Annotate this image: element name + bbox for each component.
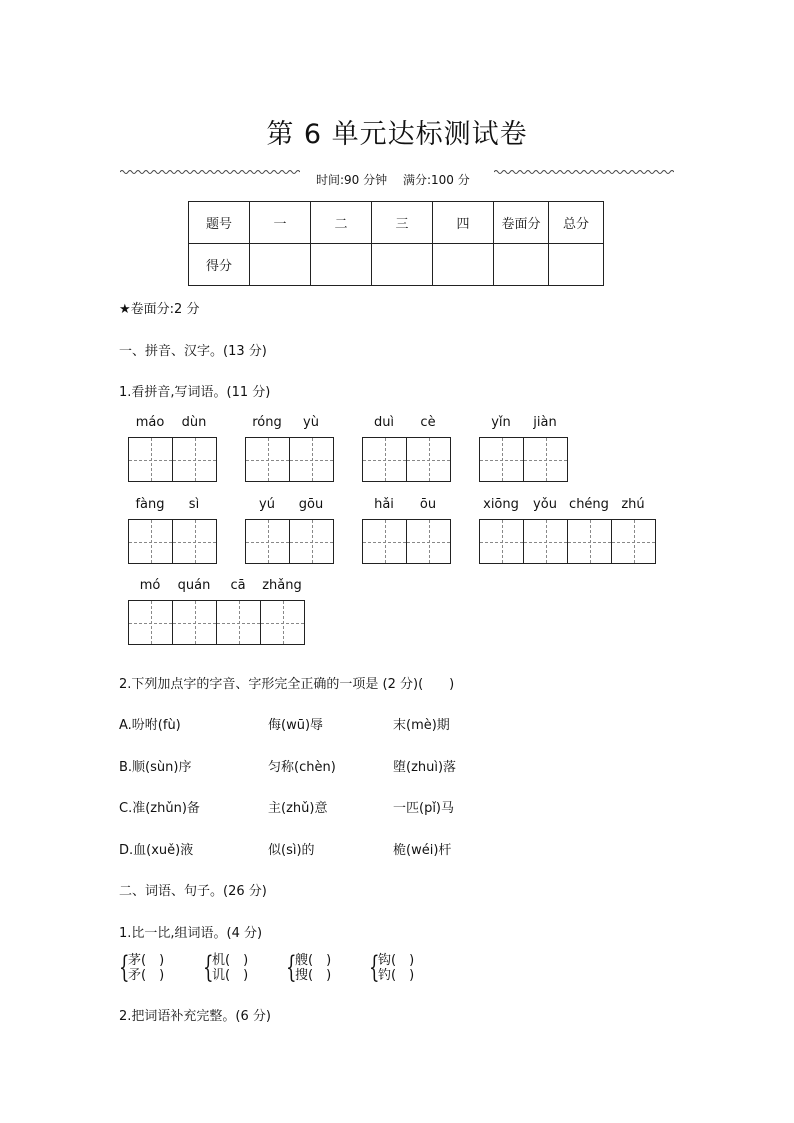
writing-box[interactable] [407,437,451,482]
pinyin-group-2 [245,415,334,482]
option-b-1: B.顺(sùn)序 [119,760,192,775]
writing-box[interactable] [480,437,524,482]
compare-item[interactable]: 钩( ) [378,953,415,968]
pinyin-label: yú [259,497,275,512]
writing-box[interactable] [173,600,217,645]
option-a-3: 末(mè)期 [393,718,450,733]
score-cell[interactable] [549,244,604,286]
pinyin-group-7 [362,497,451,564]
score-table-score-row [189,244,604,286]
writing-box[interactable] [129,600,173,645]
pinyin-label: xiōng [483,497,519,512]
pinyin-group-5 [128,497,217,564]
score-cell[interactable] [372,244,433,286]
pinyin-label: yǐn [491,415,511,430]
brace-icon: { [369,950,380,985]
pinyin-group-6 [245,497,334,564]
pinyin-label: ōu [419,497,437,512]
pinyin-group-4 [479,415,568,482]
section2-title: 二、词语、句子。(26 分) [119,884,267,899]
header-cell: 三 [372,202,433,244]
compare-item[interactable]: 机( ) [212,953,249,968]
pinyin-group-1 [128,415,217,482]
compare-item[interactable]: 搜( ) [295,968,332,983]
score-table [188,201,604,286]
pinyin-label: cè [420,415,436,430]
writing-box[interactable] [568,519,612,564]
pinyin-label: quán [177,578,211,593]
pinyin-group-9 [128,578,305,645]
header-cell: 题号 [189,202,250,244]
option-c-2: 主(zhǔ)意 [268,801,328,816]
writing-box[interactable] [261,600,305,645]
compare-item[interactable]: 茅( ) [128,953,165,968]
brace-icon: { [119,950,130,985]
brace-icon: { [286,950,297,985]
compare-item[interactable]: 艘( ) [295,953,332,968]
decorative-wave-right [494,168,674,176]
option-d-2: 似(sì)的 [268,843,315,858]
option-a-1: A.吩咐(fù) [119,718,181,733]
writing-box[interactable] [524,437,568,482]
header-cell: 四 [433,202,494,244]
header-cell: 二 [311,202,372,244]
score-cell[interactable] [250,244,311,286]
decorative-wave-left [120,168,300,176]
writing-box[interactable] [290,437,334,482]
score-cell[interactable] [494,244,549,286]
pinyin-label: fàng [135,497,165,512]
header-cell: 总分 [549,202,604,244]
option-d-1: D.血(xuě)液 [119,843,194,858]
compare-item[interactable]: 讥( ) [212,968,249,983]
section1-title: 一、拼音、汉字。(13 分) [119,344,267,359]
time-limit: 时间:90 分钟 [316,173,388,187]
pinyin-label: dùn [181,415,207,430]
writing-box[interactable] [246,437,290,482]
pinyin-label: jiàn [533,415,557,430]
pinyin-group-3 [362,415,451,482]
score-table-header-row [189,202,604,244]
score-row-label: 得分 [189,244,250,286]
full-score: 满分:100 分 [402,173,470,187]
writing-box[interactable] [407,519,451,564]
section2-question2-title: 2.把词语补充完整。(6 分) [119,1009,271,1024]
option-c-1: C.准(zhǔn)备 [119,801,200,816]
pinyin-label: zhú [621,497,645,512]
pinyin-label: yǒu [533,497,557,512]
page-title: 第 6 单元达标测试卷 [266,119,528,150]
pinyin-label: máo [135,415,165,430]
writing-box[interactable] [290,519,334,564]
compare-item[interactable]: 钓( ) [378,968,415,983]
pinyin-label: chéng [569,497,609,512]
pinyin-label: róng [252,415,282,430]
writing-box[interactable] [246,519,290,564]
writing-box[interactable] [129,437,173,482]
pinyin-label: hǎi [374,497,394,512]
writing-box[interactable] [129,519,173,564]
option-b-3: 堕(zhuì)落 [393,760,457,775]
header-cell: 卷面分 [494,202,549,244]
writing-box[interactable] [217,600,261,645]
pinyin-label: mó [139,578,161,593]
score-cell[interactable] [311,244,372,286]
writing-box[interactable] [524,519,568,564]
section2-question1-title: 1.比一比,组词语。(4 分) [119,926,263,941]
writing-box[interactable] [363,437,407,482]
option-a-2: 侮(wū)辱 [268,718,324,733]
pinyin-label: sì [188,497,200,512]
writing-box[interactable] [363,519,407,564]
pinyin-label: duì [373,415,395,430]
question1-title: 1.看拼音,写词语。(11 分) [119,385,271,400]
header-cell: 一 [250,202,311,244]
option-b-2: 匀称(chèn) [268,760,336,775]
pinyin-label: zhǎng [262,578,302,593]
exam-meta [316,171,470,188]
writing-box[interactable] [173,519,217,564]
pinyin-label: cā [230,578,246,593]
writing-box[interactable] [173,437,217,482]
option-d-3: 桅(wéi)杆 [393,843,452,858]
brace-icon: { [203,950,214,985]
compare-item[interactable]: 矛( ) [128,968,165,983]
question2-title: 2.下列加点字的字音、字形完全正确的一项是 (2 分)( ) [119,677,455,692]
presentation-note: ★卷面分:2 分 [119,302,200,317]
pinyin-label: yù [303,415,319,430]
score-cell[interactable] [433,244,494,286]
writing-box[interactable] [612,519,656,564]
pinyin-label: gōu [298,497,324,512]
writing-box[interactable] [480,519,524,564]
pinyin-group-8 [479,497,656,564]
option-c-3: 一匹(pǐ)马 [393,801,455,816]
